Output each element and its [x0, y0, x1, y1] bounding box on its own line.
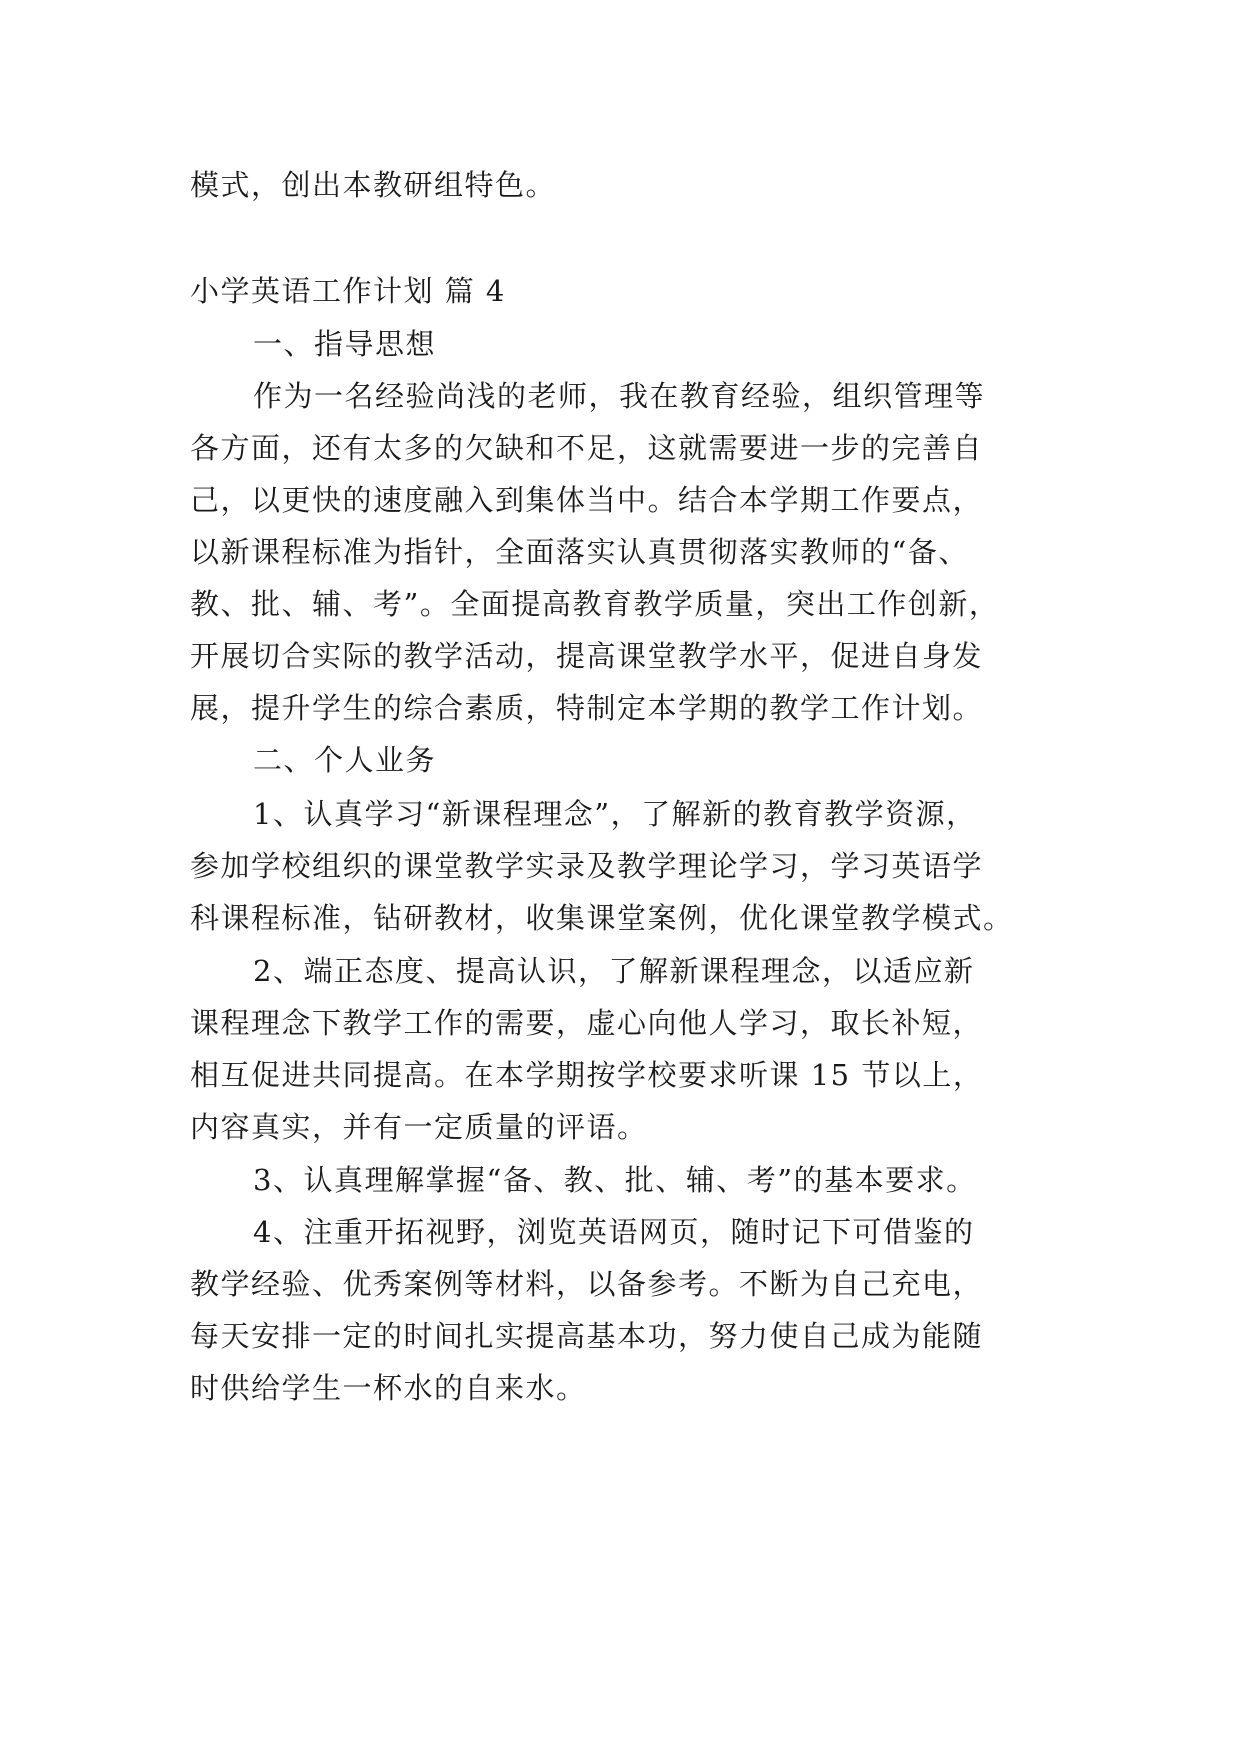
text-line: 课程理念下教学工作的需要，虚心向他人学习，取长补短， — [190, 1006, 984, 1040]
text-line: 3、认真理解掌握“备、教、批、辅、考”的基本要求。 — [253, 1163, 977, 1197]
text-line: 时供给学生一杯水的自来水。 — [190, 1371, 587, 1405]
text-line: 作为一名经验尚浅的老师，我在教育经验，组织管理等 — [253, 379, 986, 413]
heading-personal-work: 二、个人业务 — [253, 743, 437, 777]
text-line: 教学经验、优秀案例等材料，以备参考。不断为自己充电， — [190, 1267, 984, 1301]
text-line: 以新课程标准为指针，全面落实认真贯彻落实教师的“备、 — [190, 535, 969, 569]
text-line: 相互促进共同提高。在本学期按学校要求听课 15 节以上， — [190, 1058, 984, 1092]
text-line: 开展切合实际的教学活动，提高课堂教学水平，促进自身发 — [190, 639, 984, 673]
text-line: 每天安排一定的时间扎实提高基本功，努力使自己成为能随 — [190, 1319, 984, 1353]
text-line: 2、端正态度、提高认识，了解新课程理念，以适应新 — [253, 954, 975, 988]
section-title: 小学英语工作计划 篇 4 — [190, 274, 506, 308]
heading-guiding-ideology: 一、指导思想 — [253, 327, 437, 361]
text-line: 内容真实，并有一定质量的评语。 — [190, 1110, 648, 1144]
text-line: 4、注重开拓视野，浏览英语网页，随时记下可借鉴的 — [253, 1215, 975, 1249]
text-line: 各方面，还有太多的欠缺和不足，这就需要进一步的完善自 — [190, 431, 984, 465]
paragraph-continuation: 模式，创出本教研组特色。 — [190, 168, 557, 202]
text-line: 展，提升学生的综合素质，特制定本学期的教学工作计划。 — [190, 691, 984, 725]
text-line: 教、批、辅、考”。全面提高教育教学质量，突出工作创新， — [190, 587, 1000, 621]
text-line: 参加学校组织的课堂教学实录及教学理论学习，学习英语学 — [190, 849, 984, 883]
text-line: 1、认真学习“新课程理念”，了解新的教育教学资源， — [253, 797, 977, 831]
text-line: 科课程标准，钻研教材，收集课堂案例，优化课堂教学模式。 — [190, 901, 1014, 935]
text-line: 己，以更快的速度融入到集体当中。结合本学期工作要点， — [190, 483, 984, 517]
